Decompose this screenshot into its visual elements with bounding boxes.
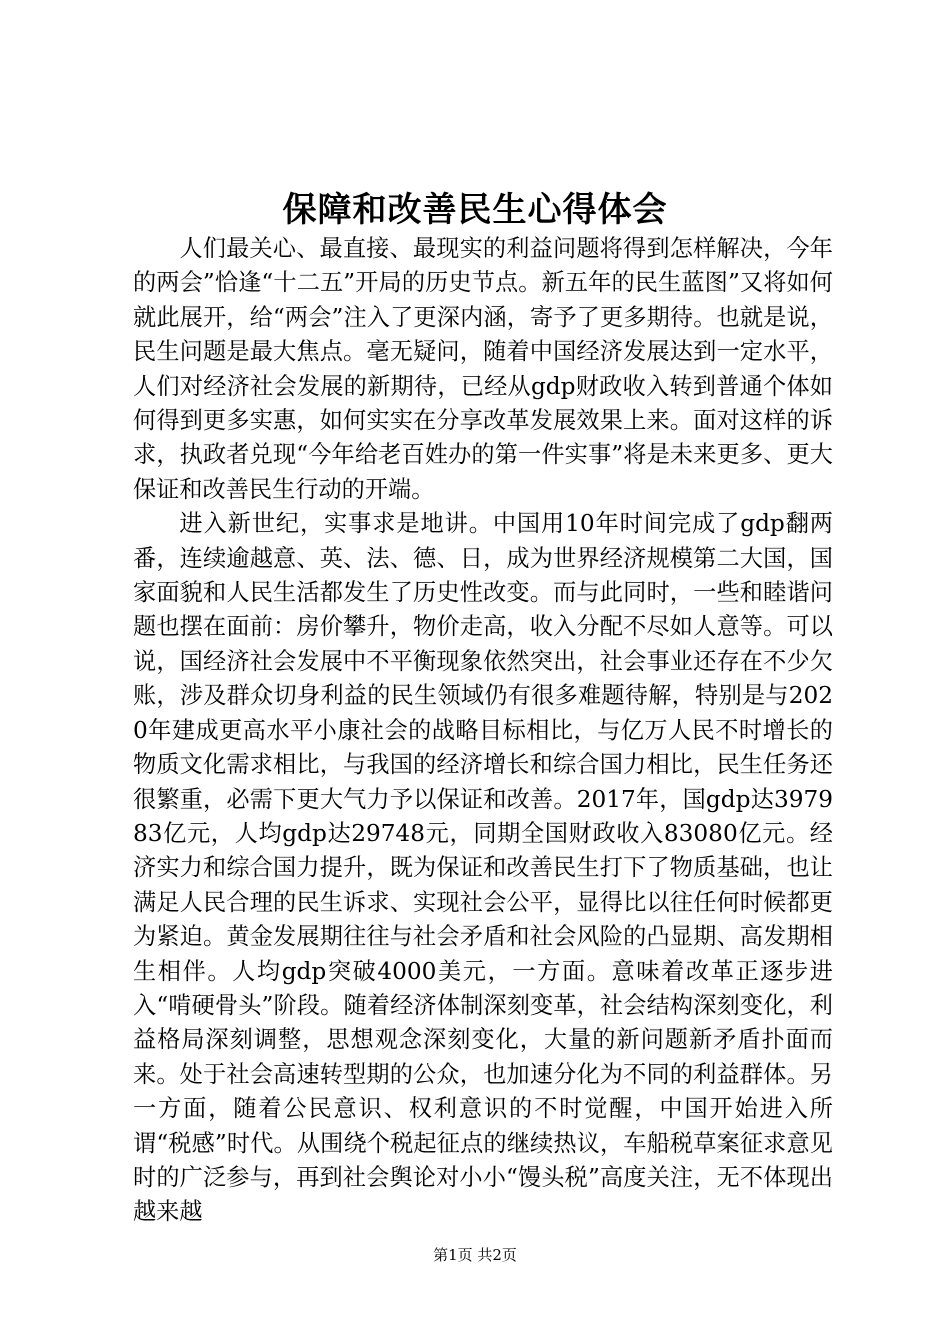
paragraph-1: 人们最关心、最直接、最现实的利益问题将得到怎样解决，今年的两会”恰逢“十二五”开局的历史节点。新五年的民生蓝图”又将如何就此展开，给“两会”注入了更深内涵，寄予了更多期待。也就是说，民生问题是最大焦点。毫无疑问，随着中国经济发展达到一定水平，人们对经济社会发展的新期待，已经从gdp财政收入转到普通个体如何得到更多实惠，如何实实在分享改革发展效果上来。面对这样的诉求，执政者兑现“今年给老百姓办的第一件实事”将是未来更多、更大保证和改善民生行动的开端。 [133, 235, 833, 503]
page-footer: 第1页 共2页 [433, 1246, 517, 1264]
paragraph-2: 进入新世纪，实事求是地讲。中国用10年时间完成了gdp翻两番，连续逾越意、英、法、德、日，成为世界经济规模第二大国，国家面貌和人民生活都发生了历史性改变。而与此同时，一些和睦谐问题也摆在面前：房价攀升，物价走高，收入分配不尽如人意等。可以说，国经济社会发展中不平衡现象依然突出，社会事业还存在不少欠账，涉及群众切身利益的民生领域仍有很多难题待解，特别是与2020年建成更高水平小康社会的战略目标相比，与亿万人民不时增长的物质文化需求相比，与我国的经济增长和综合国力相比，民生任务还很繁重，必需下更大气力予以保证和改善。2017年，国gdp达397983亿元，人均gdp达29748元，同期全国财政收入83080亿元。经济实力和综合国力提升，既为保证和改善民生打下了物质基础，也让满足人民合理的民生诉求、实现社会公平，显得比以往任何时候都更为紧迫。黄金发展期往往与社会矛盾和社会风险的凸显期、高发期相生相伴。人均gdp突破4000美元，一方面。意味着改革正逐步进入“啃硬骨头”阶段。随着经济体制深刻变革，社会结构深刻变化，利益格局深刻调整，思想观念深刻变化，大量的新问题新矛盾扑面而来。处于社会高速转型期的公众，也加速分化为不同的利益群体。另一方面，随着公民意识、权利意识的不时觉醒，中国开始进入所谓“税感”时代。从围绕个税起征点的继续热议，车船税草案征求意见时的广泛参与，再到社会舆论对小小“馒头税”高度关注，无不体现出越来越 [133, 510, 833, 1226]
document-body [133, 232, 833, 1230]
document-title: 保障和改善民生心得体会 [282, 190, 668, 230]
